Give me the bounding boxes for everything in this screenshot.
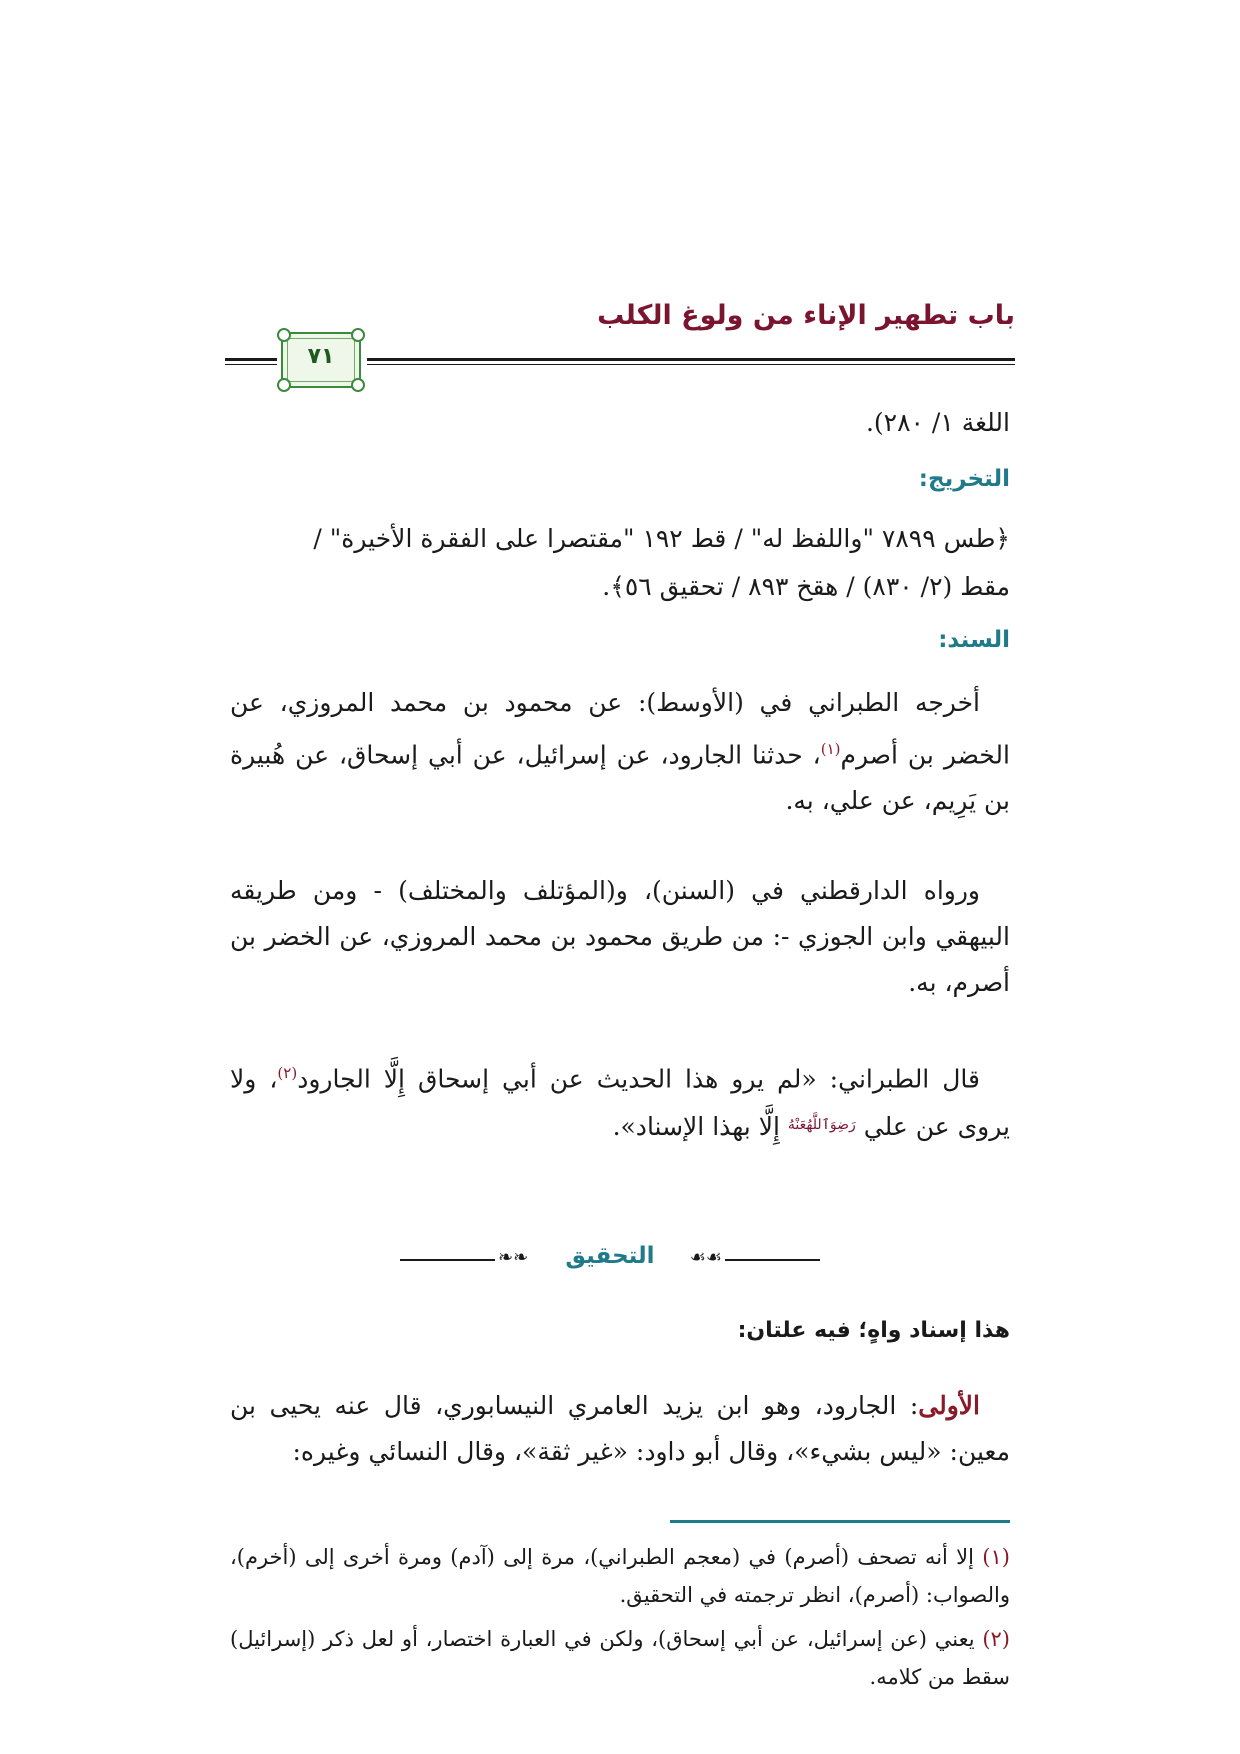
footnote-text: إلا أنه تصحف (أصرم) في (معجم الطبراني)، مرة إلى (آدم) ومرة أخرى إلى (أخرم)، والصواب: (أصرم)، انظر ترجمته في التحقيق.: [230, 1545, 1010, 1607]
header-rule-left-thin: [225, 364, 277, 365]
chapter-title: باب تطهير الإناء من ولوغ الكلب: [597, 300, 1015, 331]
section-divider: [400, 1245, 820, 1275]
footnote-2: [230, 1620, 1010, 1696]
header-rule-left: [225, 358, 277, 361]
divider-line: [725, 1259, 820, 1261]
ornament-icon: ❧❧: [498, 1247, 529, 1268]
footnote-1: [230, 1538, 1010, 1614]
ornament-icon: [351, 378, 365, 392]
sanad-paragraph-1: [230, 680, 1010, 824]
sanad-paragraph-2: ورواه الدارقطني في (السنن)، و(المؤتلف والمختلف) - ومن طريقه البيهقي وابن الجوزي -: من طريق محمود بن محمد المروزي، عن الخضر بن أصرم، به.: [230, 876, 1010, 997]
paragraph-text: ، حدثنا الجارود، عن إسرائيل، عن أبي إسحاق، عن هُبيرة بن يَرِيم، عن علي، به.: [230, 740, 1010, 816]
takhrij-line-2: مقط (٢/ ٨٣٠) / هقخ ٨٩٣ / تحقيق ٥٦﴾.: [602, 572, 1010, 601]
tahqiq-paragraph: [230, 1383, 1010, 1475]
ornament-icon: [277, 328, 291, 342]
header-rule: [367, 358, 1015, 361]
footnote-number: (٢): [982, 1627, 1010, 1651]
running-header: [225, 300, 1015, 390]
page-number-badge: [281, 332, 361, 388]
ornament-icon: [351, 328, 365, 342]
sanad-paragraph-3: [230, 1050, 1010, 1150]
paragraph-text: أخرجه الطبراني في (الأوسط): عن محمود بن محمد المروزي، عن الخضر بن أصرم: [230, 688, 1010, 770]
page-number: ٧١: [307, 344, 335, 369]
header-rule-thin: [367, 364, 1015, 365]
paragraph-text: قال الطبراني: «لم يرو هذا الحديث عن أبي إسحاق إِلَّا الجارود: [297, 1064, 980, 1094]
first-cause-label: الأولى: [918, 1391, 980, 1420]
footnote-marker[interactable]: (٢): [277, 1064, 298, 1082]
takhrij-line-1: ﴿طس ٧٨٩٩ "واللفظ له" / قط ١٩٢ "مقتصرا على الفقرة الأخيرة" /: [313, 524, 1010, 553]
paragraph-text: إِلَّا بهذا الإسناد».: [612, 1112, 780, 1142]
takhrij-heading: التخريج:: [918, 466, 1010, 492]
footnote-number: (١): [982, 1545, 1010, 1569]
footnote-text: يعني (عن إسرائيل، عن أبي إسحاق)، ولكن في العبارة اختصار، أو لعل ذكر (إسرائيل) سقط من كلامه.: [230, 1627, 1010, 1689]
honorific-glyph: رَضِوَٱللَّهُعَنْهُ: [787, 1117, 856, 1134]
paragraph-text: : الجارود، وهو ابن يزيد العامري النيسابوري، قال عنه يحيى بن معين: «ليس بشيء»، وقال أبو داود: «غير ثقة»، وقال النسائي وغيره:: [230, 1391, 1010, 1466]
sanad-heading: السند:: [938, 627, 1010, 653]
ornament-icon: ☙☙: [689, 1247, 722, 1268]
intro-line: اللغة ١/ ٢٨٠).: [865, 408, 1010, 437]
ornament-icon: [277, 378, 291, 392]
tahqiq-heading: التحقيق: [565, 1243, 655, 1269]
footnote-separator: [670, 1520, 1010, 1523]
footnote-marker[interactable]: (١): [820, 740, 841, 758]
paragraph-text: ، ولا يروى عن علي: [230, 1064, 1010, 1142]
tahqiq-intro: هذا إسناد واهٍ؛ فيه علتان:: [737, 1318, 1010, 1343]
